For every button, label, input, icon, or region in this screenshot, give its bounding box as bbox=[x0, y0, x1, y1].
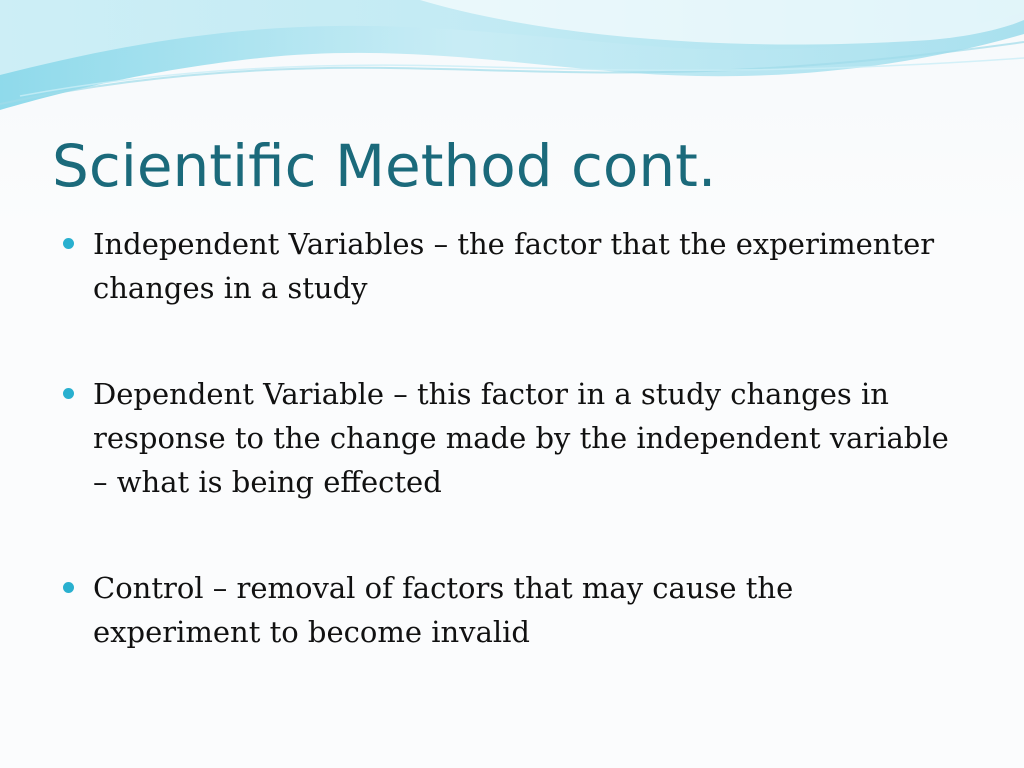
bullet-item-independent-variables bbox=[60, 222, 960, 310]
bullet-text: Dependent Variable – this factor in a study changes in response to the change made by the independent variable – what is being effected bbox=[93, 377, 949, 499]
header-wave-decoration bbox=[0, 0, 1024, 120]
bullet-list bbox=[60, 222, 960, 716]
bullet-text: Control – removal of factors that may cause the experiment to become invalid bbox=[93, 571, 794, 649]
bullet-text: Independent Variables – the factor that the experimenter changes in a study bbox=[93, 227, 935, 305]
bullet-item-dependent-variable bbox=[60, 372, 960, 504]
slide-title: Scientific Method cont. bbox=[52, 132, 717, 200]
bullet-icon bbox=[63, 238, 74, 249]
bullet-icon bbox=[63, 388, 74, 399]
bullet-icon bbox=[63, 582, 74, 593]
bullet-item-control bbox=[60, 566, 960, 654]
